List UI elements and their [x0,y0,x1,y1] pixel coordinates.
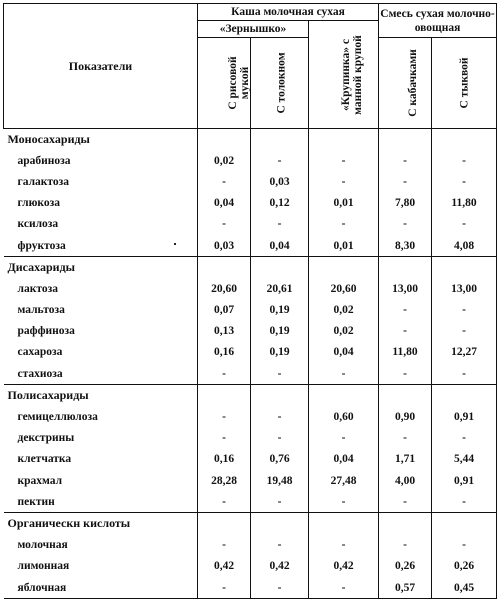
value-cell: 0,26 [432,556,497,577]
table-row [4,235,497,257]
empty-cell [198,385,251,407]
value-cell: 0,04 [251,235,309,257]
row-label: фруктоза [4,235,198,257]
value-cell: 5,44 [432,449,497,470]
value-cell: 0,19 [251,300,309,321]
section-header-row [4,513,497,535]
table-row [4,150,497,171]
value-cell: 0,76 [251,449,309,470]
value-cell: 0,90 [379,406,432,427]
row-label: пектин [4,491,198,513]
value-cell: - [432,300,497,321]
value-cell: - [309,150,379,171]
table-row [4,491,497,513]
row-label: галактоза [4,171,198,192]
table-row [4,363,497,385]
value-cell: - [251,214,309,235]
table-row [4,470,497,491]
value-cell: 4,08 [432,235,497,257]
row-label: стахиоза [4,363,198,385]
row-label: гемицеллюлоза [4,406,198,427]
value-cell: 0,01 [309,235,379,257]
value-cell: 19,48 [251,470,309,491]
value-cell: - [432,214,497,235]
value-cell: - [309,491,379,513]
empty-cell [379,385,432,407]
section-header-row [4,257,497,279]
empty-cell [432,385,497,407]
table-row [4,342,497,363]
value-cell: - [379,214,432,235]
empty-cell [432,129,497,151]
table-row [4,535,497,556]
empty-cell [198,129,251,151]
value-cell: 0,91 [432,470,497,491]
value-cell: 0,07 [198,300,251,321]
value-cell: 13,00 [379,278,432,299]
table-row [4,577,497,599]
empty-cell [379,129,432,151]
table-row [4,406,497,427]
value-cell: - [198,363,251,385]
value-cell: - [309,214,379,235]
value-cell: - [309,577,379,599]
empty-cell [432,257,497,279]
value-cell: - [379,150,432,171]
value-cell: - [198,171,251,192]
value-cell: 0,03 [198,235,251,257]
value-cell: 0,03 [251,171,309,192]
table-body [4,129,497,599]
empty-cell [198,257,251,279]
table-row [4,214,497,235]
empty-cell [309,129,379,151]
value-cell: 0,02 [309,321,379,342]
value-cell: 0,04 [309,342,379,363]
empty-cell [251,385,309,407]
section-header-row [4,385,497,407]
value-cell: - [379,491,432,513]
value-cell: 0,57 [379,577,432,599]
section-title: Полисахариды [4,385,198,407]
value-cell: 0,42 [198,556,251,577]
value-cell: 0,60 [309,406,379,427]
value-cell: - [309,535,379,556]
table-row [4,556,497,577]
empty-cell [198,513,251,535]
empty-cell [309,385,379,407]
value-cell: 4,00 [379,470,432,491]
value-cell: - [432,363,497,385]
row-label: арабиноза [4,150,198,171]
value-cell: 0,13 [198,321,251,342]
value-cell: 0,02 [198,150,251,171]
row-label: раффиноза [4,321,198,342]
col-header-2: С толокном [251,38,309,129]
stray-mark [174,243,176,245]
value-cell: - [198,577,251,599]
col-header-5: С тыквой [432,38,497,129]
empty-cell [251,513,309,535]
value-cell: 0,19 [251,321,309,342]
value-cell: 0,26 [379,556,432,577]
value-cell: 0,02 [309,300,379,321]
value-cell: - [379,300,432,321]
row-label: сахароза [4,342,198,363]
value-cell: 0,19 [251,342,309,363]
value-cell: - [198,491,251,513]
value-cell: - [198,428,251,449]
col-header-4: С кабачками [379,38,432,129]
group1-subheader: «Зернышко» [198,21,309,38]
value-cell: 7,80 [379,193,432,214]
value-cell: 0,16 [198,342,251,363]
value-cell: 0,45 [432,577,497,599]
value-cell: - [309,428,379,449]
value-cell: - [432,491,497,513]
value-cell: - [251,428,309,449]
row-label: глюкоза [4,193,198,214]
value-cell: - [309,171,379,192]
value-cell: - [379,171,432,192]
value-cell: - [251,406,309,427]
value-cell: 8,30 [379,235,432,257]
empty-cell [309,513,379,535]
value-cell: - [432,150,497,171]
value-cell: - [251,150,309,171]
col-header-1: С рисовой мукой [198,38,251,129]
row-label: лимонная [4,556,198,577]
empty-cell [251,257,309,279]
value-cell: - [251,535,309,556]
value-cell: - [251,577,309,599]
section-title: Органическн кислоты [4,513,198,535]
value-cell: - [251,491,309,513]
value-cell: 0,01 [309,193,379,214]
value-cell: 11,80 [432,193,497,214]
group1-header: Каша молочная сухая [198,4,379,21]
value-cell: - [379,428,432,449]
value-cell: - [251,363,309,385]
value-cell: 0,91 [432,406,497,427]
row-label: молочная [4,535,198,556]
value-cell: - [198,535,251,556]
value-cell: - [379,535,432,556]
value-cell: - [198,214,251,235]
table-row [4,428,497,449]
section-header-row [4,129,497,151]
value-cell: - [432,321,497,342]
section-title: Дисахариды [4,257,198,279]
value-cell: 0,42 [309,556,379,577]
empty-cell [432,513,497,535]
value-cell: 13,00 [432,278,497,299]
row-label: клетчатка [4,449,198,470]
row-label: крахмал [4,470,198,491]
row-label: яблочная [4,577,198,599]
row-label: лактоза [4,278,198,299]
value-cell: 20,60 [198,278,251,299]
value-cell: - [198,406,251,427]
empty-cell [379,257,432,279]
table-row [4,193,497,214]
value-cell: - [379,363,432,385]
value-cell: 28,28 [198,470,251,491]
empty-cell [309,257,379,279]
value-cell: 20,60 [309,278,379,299]
value-cell: 0,16 [198,449,251,470]
empty-cell [251,129,309,151]
table-row [4,278,497,299]
table-row [4,449,497,470]
row-label: ксилоза [4,214,198,235]
row-label: декстрины [4,428,198,449]
value-cell: - [432,428,497,449]
row-label: мальтоза [4,300,198,321]
group2-header: Смесь сухая молочно-овощная [379,4,497,38]
value-cell: 12,27 [432,342,497,363]
table-row [4,300,497,321]
value-cell: - [379,321,432,342]
table-row [4,171,497,192]
nutrition-table [3,3,497,599]
table-row [4,321,497,342]
value-cell: 20,61 [251,278,309,299]
value-cell: 0,04 [309,449,379,470]
value-cell: 0,12 [251,193,309,214]
value-cell: 0,04 [198,193,251,214]
value-cell: 0,42 [251,556,309,577]
value-cell: 11,80 [379,342,432,363]
value-cell: 1,71 [379,449,432,470]
col-header-3: «Крупинка» с манной крупой [309,21,379,129]
value-cell: - [309,363,379,385]
value-cell: - [432,171,497,192]
indicators-header: Показатели [4,4,198,129]
value-cell: 27,48 [309,470,379,491]
section-title: Моносахариды [4,129,198,151]
value-cell: - [432,535,497,556]
empty-cell [379,513,432,535]
